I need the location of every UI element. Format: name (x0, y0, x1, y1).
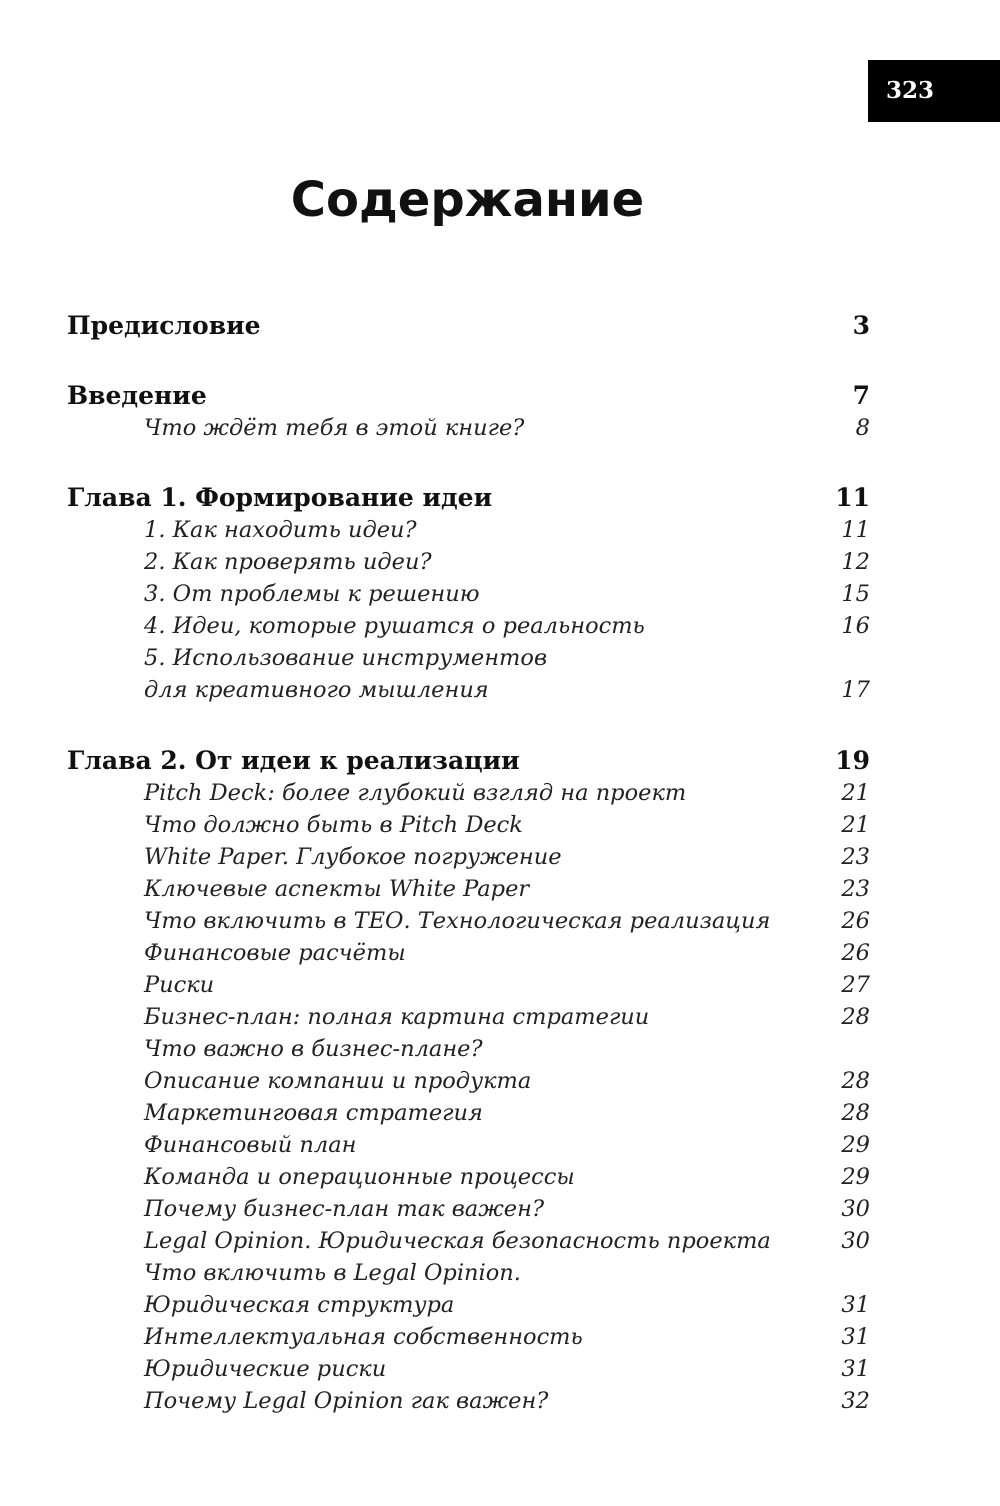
entry-page: 3 (852, 311, 870, 340)
toc-heading[interactable] (67, 481, 870, 514)
entry-page: 30 (841, 1228, 870, 1254)
toc-entry[interactable] (67, 1385, 870, 1417)
entry-page: 28 (841, 1068, 870, 1094)
toc-entry[interactable] (67, 1129, 870, 1161)
entry-title: Команда и операционные процессы (144, 1164, 575, 1190)
toc-heading[interactable] (67, 309, 870, 342)
entry-title: Глава 2. От идеи к реализации (67, 746, 520, 775)
toc-entry[interactable] (67, 841, 870, 873)
toc-heading[interactable] (67, 744, 870, 777)
entry-title: Описание компании и продукта (144, 1068, 532, 1094)
entry-page: 23 (841, 844, 870, 870)
toc-entry[interactable] (67, 578, 870, 610)
entry-page: 26 (841, 940, 870, 966)
toc-entry[interactable] (67, 1097, 870, 1129)
entry-title: Финансовый план (144, 1132, 357, 1158)
toc-entry[interactable] (67, 642, 870, 674)
toc-entry[interactable] (67, 412, 870, 444)
entry-title: Что важно в бизнес-плане? (144, 1036, 483, 1062)
toc-entry[interactable] (67, 969, 870, 1001)
toc-entry[interactable] (67, 809, 870, 841)
toc-entry[interactable] (67, 1001, 870, 1033)
entry-page: 31 (841, 1292, 870, 1318)
toc-entry[interactable] (67, 1225, 870, 1257)
toc-entry[interactable] (67, 546, 870, 578)
entry-page: 29 (841, 1132, 870, 1158)
toc-entry[interactable] (67, 1161, 870, 1193)
toc-section (67, 481, 870, 706)
entry-page: 27 (841, 972, 870, 998)
toc-entry[interactable] (67, 873, 870, 905)
entry-page: 8 (855, 415, 870, 441)
entry-page: 26 (841, 908, 870, 934)
toc-entry[interactable] (67, 905, 870, 937)
entry-page: 11 (841, 517, 870, 543)
page-number: 323 (868, 60, 1000, 122)
entry-page: 7 (852, 381, 870, 410)
toc-entry[interactable] (67, 1321, 870, 1353)
entry-title: Legal Opinion. Юридическая безопасность проекта (144, 1228, 771, 1254)
entry-page: 11 (835, 483, 870, 512)
entry-title: Маркетинговая стратегия (144, 1100, 483, 1126)
toc-entry[interactable] (67, 1065, 870, 1097)
entry-page: 29 (841, 1164, 870, 1190)
toc-section (67, 309, 870, 342)
entry-page: 16 (841, 613, 870, 639)
entry-title: Риски (144, 972, 215, 998)
entry-title: Юридические риски (144, 1356, 387, 1382)
toc-entry[interactable] (67, 777, 870, 809)
entry-title: Что включить в ТЕО. Технологическая реализация (144, 908, 771, 934)
entry-title: 2. Как проверять идеи? (144, 549, 432, 575)
entry-page: 12 (841, 549, 870, 575)
entry-title: для креативного мышления (144, 677, 489, 703)
entry-title: Интеллектуальная собственность (144, 1324, 583, 1350)
entry-title: Бизнес-план: полная картина стратегии (144, 1004, 650, 1030)
entry-page: 28 (841, 1100, 870, 1126)
entry-page: 30 (841, 1196, 870, 1222)
toc-entry[interactable] (67, 1353, 870, 1385)
entry-page: 21 (841, 780, 870, 806)
entry-page: 23 (841, 876, 870, 902)
entry-title: Ключевые аспекты White Paper (144, 876, 530, 902)
entry-title: 1. Как находить идеи? (144, 517, 417, 543)
entry-page: 28 (841, 1004, 870, 1030)
entry-page: 32 (841, 1388, 870, 1414)
entry-title: Что ждёт тебя в этой книге? (144, 415, 525, 441)
entry-title: Pitch Deck: более глубокий взгляд на проект (144, 780, 687, 806)
toc-entry[interactable] (67, 514, 870, 546)
toc-entry[interactable] (67, 937, 870, 969)
entry-title: Финансовые расчёты (144, 940, 406, 966)
entry-title: Что должно быть в Pitch Deck (144, 812, 523, 838)
entry-page: 17 (841, 677, 870, 703)
toc-entry[interactable] (67, 674, 870, 706)
entry-page: 31 (841, 1356, 870, 1382)
entry-title: 5. Использование инструментов (144, 645, 548, 671)
entry-page: 15 (841, 581, 870, 607)
entry-page: 31 (841, 1324, 870, 1350)
entry-title: White Paper. Глубокое погружение (144, 844, 562, 870)
entry-title: 4. Идеи, которые рушатся о реальность (144, 613, 645, 639)
toc-section (67, 744, 870, 1417)
toc-entry[interactable] (67, 1289, 870, 1321)
entry-title: Введение (67, 381, 207, 410)
toc-heading[interactable] (67, 379, 870, 412)
page-title: Содержание (290, 172, 645, 228)
toc-section (67, 379, 870, 444)
toc-entry[interactable] (67, 1193, 870, 1225)
entry-title: Юридическая структура (144, 1292, 455, 1318)
entry-page: 21 (841, 812, 870, 838)
entry-title: Предисловие (67, 311, 261, 340)
entry-page: 19 (835, 746, 870, 775)
toc-entry[interactable] (67, 610, 870, 642)
entry-title: Почему бизнес-план так важен? (144, 1196, 545, 1222)
entry-title: 3. От проблемы к решению (144, 581, 480, 607)
toc-entry[interactable] (67, 1033, 870, 1065)
entry-title: Что включить в Legal Opinion. (144, 1260, 521, 1286)
entry-title: Почему Legal Opinion гак важен? (144, 1388, 549, 1414)
toc-entry[interactable] (67, 1257, 870, 1289)
entry-title: Глава 1. Формирование идеи (67, 483, 493, 512)
